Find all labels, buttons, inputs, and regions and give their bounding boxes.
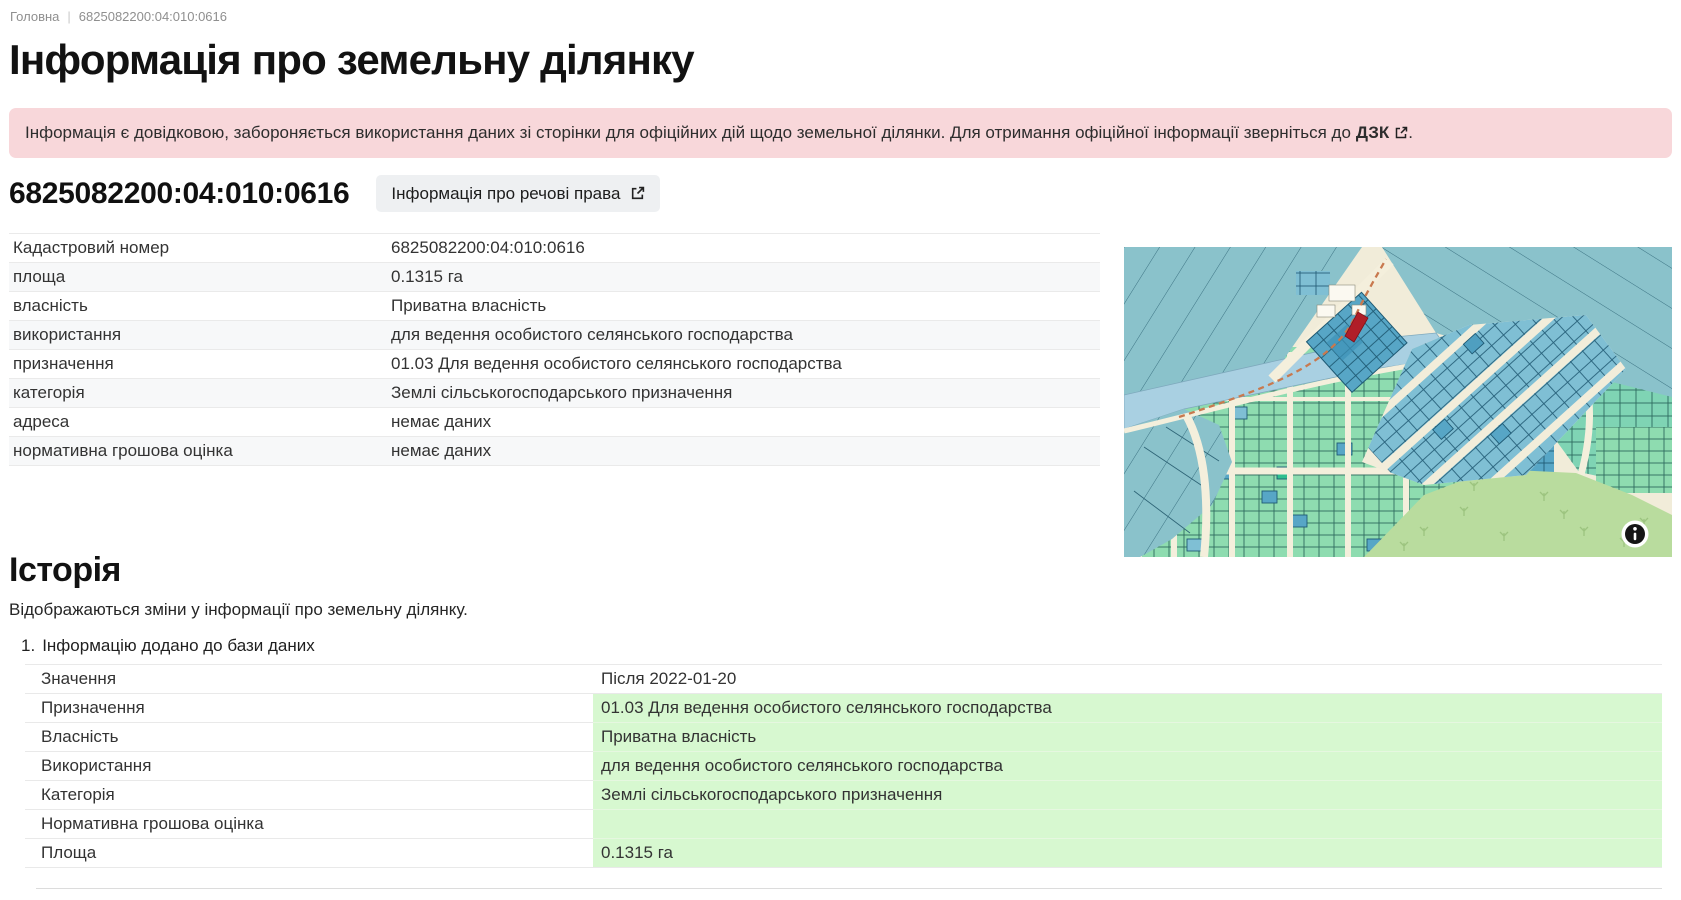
- history-value: [593, 809, 1662, 838]
- history-value: 01.03 Для ведення особистого селянського господарства: [593, 693, 1662, 722]
- parcel-header: [9, 175, 1681, 212]
- table-row: [25, 722, 1662, 751]
- table-row: [9, 263, 1100, 292]
- history-subtitle: Відображаються зміни у інформації про земельну ділянку.: [9, 599, 468, 619]
- history-entry-header: [21, 636, 1681, 656]
- table-row: [9, 350, 1100, 379]
- info-label: використання: [9, 321, 387, 350]
- breadcrumb: [10, 9, 1681, 24]
- history-label: Нормативна грошова оцінка: [25, 809, 593, 838]
- table-row: [25, 838, 1662, 867]
- table-row: [9, 379, 1100, 408]
- property-rights-button[interactable]: [376, 175, 660, 212]
- history-value: Після 2022-01-20: [593, 664, 1662, 693]
- info-value: 0.1315 га: [387, 263, 1100, 292]
- property-rights-button-label: Інформація про речові права: [391, 183, 621, 203]
- history-label: Значення: [25, 664, 593, 693]
- history-label: Категорія: [25, 780, 593, 809]
- history-label: Призначення: [25, 693, 593, 722]
- table-row: [25, 809, 1662, 838]
- info-label: Кадастровий номер: [9, 234, 387, 263]
- table-row: [9, 292, 1100, 321]
- breadcrumb-separator: |: [67, 9, 71, 24]
- history-entry-title: Інформацію додано до бази даних: [42, 635, 315, 655]
- cadastral-map[interactable]: [1124, 247, 1672, 557]
- alert-text: Інформація є довідковою, забороняється використання даних зі сторінки для офіційних дій щодо земельної ділянки. Для отримання офіційної інформації зверніться до: [25, 123, 1351, 143]
- table-row: [25, 780, 1662, 809]
- history-entry-index: 1.: [21, 635, 36, 655]
- info-value: немає даних: [387, 437, 1100, 466]
- info-label: адреса: [9, 408, 387, 437]
- history-value: для ведення особистого селянського господарства: [593, 751, 1662, 780]
- table-row: [25, 751, 1662, 780]
- external-link-icon: [1394, 126, 1408, 140]
- breadcrumb-current: 6825082200:04:010:0616: [78, 9, 228, 24]
- info-value: 01.03 Для ведення особистого селянського господарства: [387, 350, 1100, 379]
- info-value: Приватна власність: [387, 292, 1100, 321]
- parcel-info-table: [9, 233, 1100, 466]
- table-row: [9, 408, 1100, 437]
- history-value: Землі сільськогосподарського призначення: [593, 780, 1662, 809]
- table-row: [25, 664, 1662, 693]
- history-value: 0.1315 га: [593, 838, 1662, 867]
- table-row: [9, 321, 1100, 350]
- page-title: Інформація про земельну ділянку: [9, 36, 694, 83]
- history-label: Використання: [25, 751, 593, 780]
- history-label: Власність: [25, 722, 593, 751]
- info-value: 6825082200:04:010:0616: [387, 234, 1100, 263]
- alert-suffix: .: [1408, 123, 1414, 143]
- history-title: Історія: [9, 551, 121, 590]
- info-value: немає даних: [387, 408, 1100, 437]
- dzk-link-label[interactable]: ДЗК: [1355, 123, 1390, 143]
- next-row-divider: [36, 888, 1662, 889]
- info-icon[interactable]: [1622, 521, 1649, 548]
- table-row: [25, 693, 1662, 722]
- history-table: [25, 664, 1662, 868]
- info-label: площа: [9, 263, 387, 292]
- info-value: Землі сільськогосподарського призначення: [387, 379, 1100, 408]
- info-value: для ведення особистого селянського господарства: [387, 321, 1100, 350]
- history-label: Площа: [25, 838, 593, 867]
- external-link-icon: [630, 186, 645, 201]
- dzk-link[interactable]: [1356, 123, 1408, 143]
- info-label: власність: [9, 292, 387, 321]
- info-label: призначення: [9, 350, 387, 379]
- breadcrumb-home-link[interactable]: Головна: [10, 9, 60, 24]
- history-value: Приватна власність: [593, 722, 1662, 751]
- table-row: [9, 234, 1100, 263]
- table-row: [9, 437, 1100, 466]
- reference-warning-alert: [9, 108, 1672, 158]
- parcel-number: 6825082200:04:010:0616: [9, 176, 350, 210]
- info-label: категорія: [9, 379, 387, 408]
- info-label: нормативна грошова оцінка: [9, 437, 387, 466]
